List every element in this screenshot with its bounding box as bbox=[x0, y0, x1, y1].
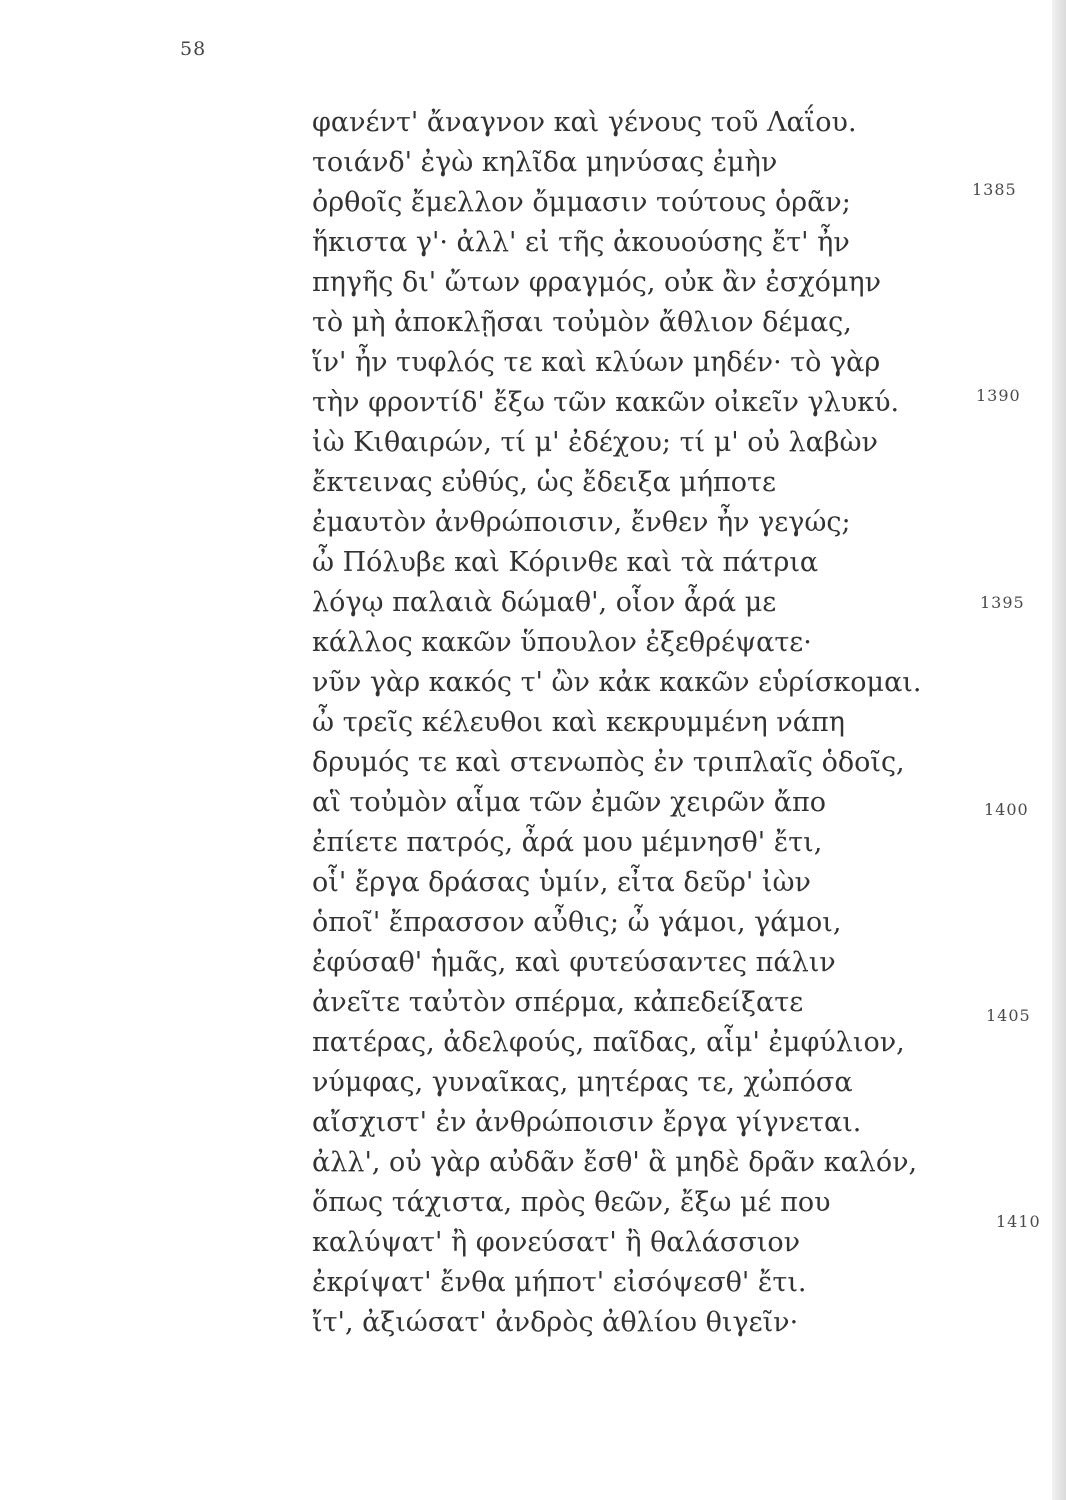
verse-line: τοιάνδ' ἐγὼ κηλῖδα μηνύσας ἐμὴν bbox=[312, 147, 778, 178]
verse-block bbox=[312, 103, 952, 1343]
verse-line: δρυμός τε καὶ στενωπὸς ἐν τριπλαῖς ὁδοῖς, bbox=[312, 747, 905, 778]
verse-line: ἰὼ Κιθαιρών, τί μ' ἐδέχου; τί μ' οὐ λαβὼν bbox=[312, 427, 878, 458]
verse-line: λόγῳ παλαιὰ δώμαθ', οἷον ἆρά με bbox=[312, 587, 777, 618]
verse-line: τὴν φροντίδ' ἔξω τῶν κακῶν οἰκεῖν γλυκύ. bbox=[312, 387, 900, 418]
verse-line: ἵν' ἦν τυφλός τε καὶ κλύων μηδέν· τὸ γὰρ bbox=[312, 347, 881, 378]
verse-line: ὅπως τάχιστα, πρὸς θεῶν, ἔξω μέ που bbox=[312, 1187, 831, 1218]
line-number: 1410 bbox=[996, 1212, 1041, 1231]
verse-line: ὀρθοῖς ἔμελλον ὄμμασιν τούτους ὁρᾶν; bbox=[312, 187, 851, 218]
line-number: 1400 bbox=[984, 800, 1029, 819]
page-number: 58 bbox=[180, 38, 207, 60]
verse-line: πηγῆς δι' ὤτων φραγμός, οὐκ ἂν ἐσχόμην bbox=[312, 267, 882, 298]
verse-line: ὦ Πόλυβε καὶ Κόρινθε καὶ τὰ πάτρια bbox=[312, 547, 819, 578]
verse-line: ὁποῖ' ἔπρασσον αὖθις; ὦ γάμοι, γάμοι, bbox=[312, 907, 842, 938]
verse-line: νῦν γὰρ κακός τ' ὢν κἀκ κακῶν εὑρίσκομαι. bbox=[312, 667, 922, 698]
verse-line: ἐκρίψατ' ἔνθα μήποτ' εἰσόψεσθ' ἔτι. bbox=[312, 1267, 807, 1298]
verse-line: ἴτ', ἀξιώσατ' ἀνδρὸς ἀθλίου θιγεῖν· bbox=[312, 1307, 799, 1338]
verse-line: νύμφας, γυναῖκας, μητέρας τε, χὠπόσα bbox=[312, 1067, 853, 1098]
verse-line: ἀλλ', οὐ γὰρ αὐδᾶν ἔσθ' ἃ μηδὲ δρᾶν καλόν, bbox=[312, 1147, 918, 1178]
verse-line: κάλλος κακῶν ὕπουλον ἐξεθρέψατε· bbox=[312, 627, 812, 658]
verse-line: πατέρας, ἀδελφούς, παῖδας, αἷμ' ἐμφύλιον, bbox=[312, 1027, 905, 1058]
verse-line: ἀνεῖτε ταὐτὸν σπέρμα, κἀπεδείξατε bbox=[312, 987, 804, 1018]
verse-line: ἐπίετε πατρός, ἆρά μου μέμνησθ' ἔτι, bbox=[312, 827, 823, 858]
verse-line: φανέντ' ἄναγνον καὶ γένους τοῦ Λαΐου. bbox=[312, 107, 857, 138]
verse-line: ἐμαυτὸν ἀνθρώποισιν, ἔνθεν ἦν γεγώς; bbox=[312, 507, 851, 538]
verse-line: ἔκτεινας εὐθύς, ὡς ἔδειξα μήποτε bbox=[312, 467, 776, 498]
verse-line: αἴσχιστ' ἐν ἀνθρώποισιν ἔργα γίγνεται. bbox=[312, 1107, 862, 1138]
line-number: 1395 bbox=[980, 593, 1025, 612]
page-edge-shadow bbox=[1052, 0, 1066, 1500]
verse-line: ὦ τρεῖς κέλευθοι καὶ κεκρυμμένη νάπη bbox=[312, 707, 845, 738]
verse-line: ἐφύσαθ' ἡμᾶς, καὶ φυτεύσαντες πάλιν bbox=[312, 947, 836, 978]
line-number: 1390 bbox=[976, 386, 1021, 405]
verse-line: τὸ μὴ ἀποκλῇσαι τοὐμὸν ἄθλιον δέμας, bbox=[312, 307, 852, 338]
line-number: 1385 bbox=[972, 180, 1017, 199]
line-number: 1405 bbox=[986, 1006, 1031, 1025]
verse-line: ἥκιστα γ'· ἀλλ' εἰ τῆς ἀκουούσης ἔτ' ἦν bbox=[312, 227, 850, 258]
verse-line: οἷ' ἔργα δράσας ὑμίν, εἶτα δεῦρ' ἰὼν bbox=[312, 867, 811, 898]
verse-line: αἳ τοὐμὸν αἷμα τῶν ἐμῶν χειρῶν ἄπο bbox=[312, 787, 827, 818]
verse-line: καλύψατ' ἢ φονεύσατ' ἢ θαλάσσιον bbox=[312, 1227, 801, 1258]
